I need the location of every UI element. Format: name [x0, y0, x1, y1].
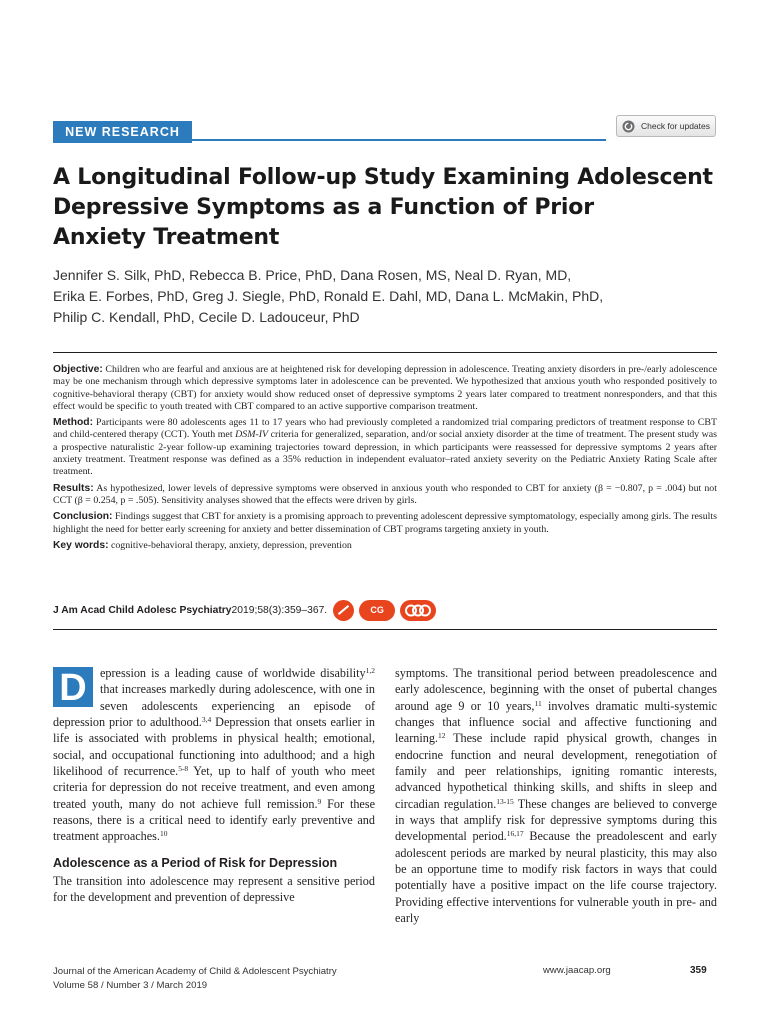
body-text: involves dramatic multi-systemic changes that influence social and affective functioning and learning. — [395, 698, 718, 746]
abstract-text: Findings suggest that CBT for anxiety is a promising approach to preventing adolescent depressive symptomatology, especially among girls. The results highlight the need for better early screening for anxiety and better dissemination of CBT programs targeting anxiety in youth. — [53, 511, 717, 535]
title-line: Depressive Symptoms as a Function of Prior — [53, 195, 594, 220]
body-column-right — [395, 665, 717, 927]
chain-links-icon[interactable] — [400, 600, 436, 621]
body-text: that increases markedly during adolescence, with one in seven adolescents experiencing an episode of depression prior to adulthood. — [53, 682, 375, 730]
citation-superscript: 11 — [534, 698, 542, 708]
citation-superscript: 5-8 — [178, 764, 189, 774]
article-title — [53, 163, 723, 253]
footer-journal-info — [53, 965, 337, 993]
supplemental-material-icon[interactable] — [333, 600, 354, 621]
citation-superscript: 1,2 — [365, 666, 375, 675]
body-text: These changes are believed to converge in ways that amplify risk for depressive symptoms during this developmental period. — [395, 796, 717, 844]
clinical-guidance-icon[interactable]: CG — [359, 600, 395, 621]
body-text: symptoms. The transitional period between preadolescence and early adolescence, beginning with the onset of pubertal changes around age 9 or 10 years, — [395, 666, 717, 713]
abstract-text: Children who are fearful and anxious are at heightened risk for developing depression in adolescence. Treating anxiety disorders in pre-/early adolescence may be one mechanism through which depressive symptoms later in adolescence can be prevented. We hypothesized that anxious youth who responded positively to cognitive-behavioral therapy (CBT) for anxiety would show reduced onset of depressive symptoms 2 years later compared to treatment nonresponders, and that this effect would be specific to youth treated with CBT compared to an active supportive comparison treatment. — [53, 364, 717, 412]
body-paragraph — [53, 665, 375, 845]
author-list — [53, 265, 723, 328]
abstract-text: criteria for generalized, separation, and/or social anxiety disorder at the time of treatment. The present study was a prospective naturalistic 2-year follow-up examining trajectories toward depression, in which participants were reassessed for depressive symptoms 2 years after anxiety treatment. Treatment response was defined as a 35% reduction in independent evaluator–rated anxiety severity on the Pediatric Anxiety Rating Scale after treatment. — [53, 429, 717, 478]
abstract-heading: Method: — [53, 417, 94, 429]
refresh-icon — [622, 120, 635, 133]
abstract-text: Participants were 80 adolescents ages 11 to 17 years who had previously completed a randomized trial comparing predictors of treatment response to CBT and child-centered therapy (CCT). Youth met — [53, 417, 718, 441]
abstract-heading: Objective: — [53, 364, 103, 375]
footer-journal-name: Journal of the American Academy of Child & Adolescent Psychiatry — [53, 966, 337, 977]
citation-reference: 2019;58(3):359–367. — [231, 604, 328, 616]
keywords-heading: Key words: — [53, 539, 109, 551]
body-text: These include rapid physical growth, changes in endocrine function and neural development, renegotiation of family and peer relationships, igniting romantic interests, advanced hypothetical thinking skills, and shifts in sleep and circadian regulation. — [395, 731, 717, 811]
author-line: Jennifer S. Silk, PhD, Rebecca B. Price, PhD, Dana Rosen, MS, Neal D. Ryan, MD, — [53, 267, 572, 283]
abstract-text: As hypothesized, lower levels of depressive symptoms were observed in anxious youth who responded to CBT for anxiety (β = −0.807, p = .004) but not CCT (β = 0.254, p = .505). Sensitivity analyses showed that the effects were driven by girls. — [53, 482, 717, 506]
citation-icons — [333, 600, 436, 621]
check-for-updates-label: Check for updates — [641, 121, 710, 131]
abstract-objective — [53, 364, 717, 413]
abstract-method — [53, 417, 717, 478]
abstract-bottom-rule — [53, 629, 717, 630]
abstract — [53, 364, 717, 556]
citation-superscript: 9 — [317, 796, 322, 806]
keywords-text: cognitive-behavioral therapy, anxiety, depression, prevention — [110, 539, 352, 551]
citation-superscript: 10 — [159, 829, 168, 839]
citation-superscript: 16,17 — [506, 829, 524, 839]
abstract-heading: Results: — [53, 482, 94, 494]
section-rule — [192, 139, 606, 141]
body-text: Depression that onsets earlier in life is associated with problems in physical health; emotional, social, and occupational functioning into adulthood; and a high likelihood of recurrence. — [53, 715, 375, 779]
page-number: 359 — [690, 965, 707, 976]
title-line: Anxiety Treatment — [53, 225, 280, 250]
author-line: Philip C. Kendall, PhD, Cecile D. Ladouceur, PhD — [53, 309, 360, 325]
body-text: Yet, up to half of youth who meet criteria for depression do not receive treatment, and even among treated youth, many do not achieve full remission. — [53, 764, 375, 811]
author-line: Erika E. Forbes, PhD, Greg J. Siegle, PhD, Ronald E. Dahl, MD, Dana L. McMakin, PhD, — [53, 288, 604, 304]
footer-issue: Volume 58 / Number 3 / March 2019 — [53, 980, 208, 991]
section-subheading: Adolescence as a Period of Risk for Depression — [53, 855, 338, 870]
citation-line — [53, 600, 436, 620]
section-label: NEW RESEARCH — [53, 121, 192, 143]
abstract-italic: DSM-IV — [235, 429, 269, 441]
body-paragraph — [395, 665, 717, 927]
body-text: For these reasons, there is a critical need to identify early preventive and treatment approaches. — [53, 796, 375, 844]
citation-superscript: 12 — [437, 731, 446, 741]
citation-superscript: 3,4 — [201, 715, 212, 725]
drop-cap: D — [53, 667, 93, 707]
abstract-top-rule — [53, 352, 717, 353]
check-for-updates-button[interactable] — [616, 115, 716, 137]
body-text: epression is a leading cause of worldwide disability — [100, 666, 366, 680]
abstract-keywords — [53, 540, 717, 552]
abstract-results — [53, 483, 717, 508]
abstract-conclusion — [53, 511, 717, 536]
footer-website-link[interactable]: www.jaacap.org — [543, 965, 611, 976]
body-text: Because the preadolescent and early adolescent periods are marked by neural plasticity, this may also be an opportune time to modify risk factors in ways that could potentially have a positive impact on the life course trajectory. Providing effective interventions for vulnerable youth in pre- and early — [395, 829, 717, 926]
body-paragraph: The transition into adolescence may represent a sensitive period for the development and prevention of depressive — [53, 874, 375, 905]
citation-superscript: 13-15 — [496, 796, 514, 806]
abstract-heading: Conclusion: — [53, 511, 113, 523]
citation-journal: J Am Acad Child Adolesc Psychiatry — [53, 604, 232, 616]
body-column-left — [53, 665, 375, 906]
title-line: A Longitudinal Follow-up Study Examining Adolescent — [53, 165, 713, 190]
